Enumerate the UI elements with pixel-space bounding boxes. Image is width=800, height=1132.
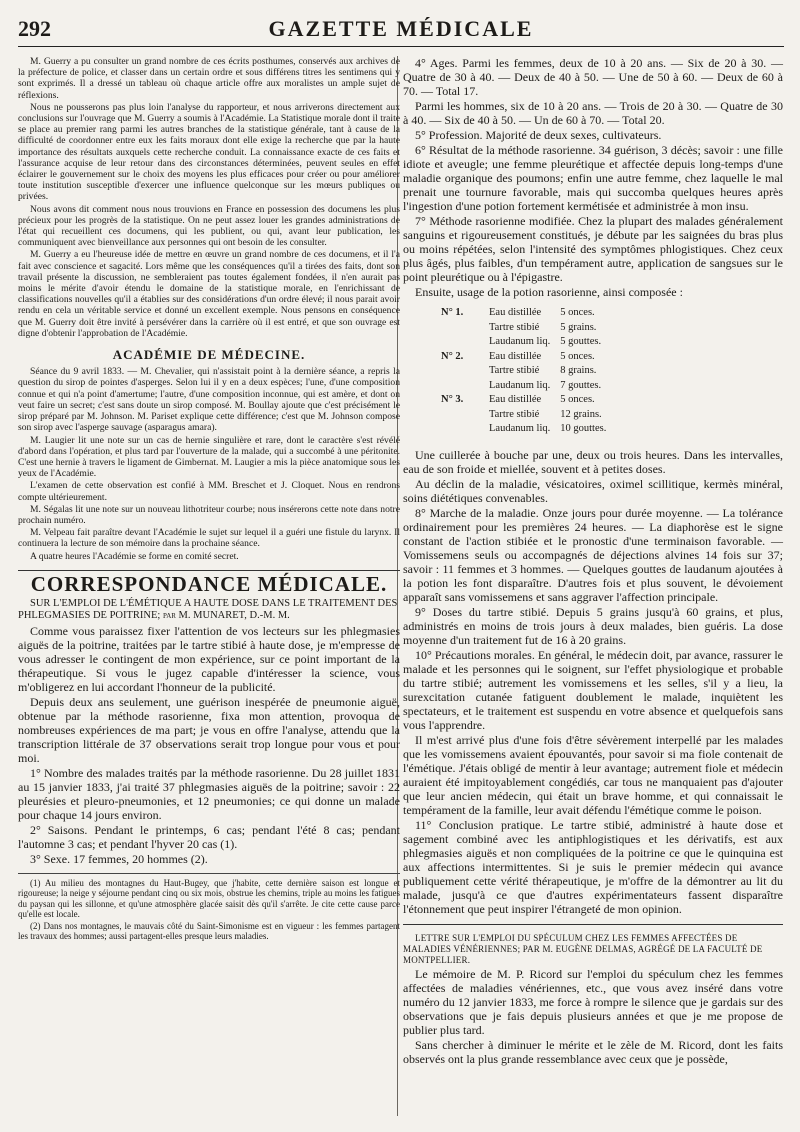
formula-ingredient: Laudanum liq. [489, 423, 551, 434]
formula-dose: 8 grains. [560, 365, 597, 376]
paragraph: Depuis deux ans seulement, une guérison inespérée de pneumonie aiguë, obtenue par la méthode rasorienne, fixa mon attention, provoqua de nombreuses expériences de ma part; je vous en offre l'analyse, attendu que la transcription littérale de 37 observations serait trop longue pour vous et pour moi. [18, 694, 400, 765]
paragraph: M. Laugier lit une note sur un cas de hernie singulière et rare, dont le caractère s'est révélé d'abord dans l'opération, et plus tard par l'ouverture de la malade, qui a succombé à une péritonite. C'est une hernie à travers le ligament de Gimbernat. M. Laugier a mis la pièce anatomique sous les yeux de l'Académie. [18, 434, 400, 480]
page-header [18, 14, 784, 47]
formula-ingredient: Eau distillée [489, 307, 542, 318]
formula-dose: 5 grains. [560, 321, 597, 333]
paragraph: Une cuillerée à bouche par une, deux ou trois heures. Dans les intervalles, eau de son froide et miellée, souvent et à petites doses. [403, 447, 783, 476]
left-column [18, 56, 400, 943]
formula-ingredient: Eau distillée [489, 394, 542, 405]
formula-dose: 5 onces. [560, 394, 595, 405]
formula-dose: 10 gouttes. [560, 423, 607, 434]
academy-heading: ACADÉMIE DE MÉDECINE. [112, 347, 306, 363]
formula-dose: 12 grains. [560, 408, 602, 420]
formula-ingredient: Laudanum liq. [489, 379, 551, 391]
paragraph: Le mémoire de M. P. Ricord sur l'emploi du spéculum chez les femmes affectées de maladies vénériennes, etc., que vous avez inséré dans votre numéro du 12 janvier 1833, me force à rompre le silence que je gardais sur des observations que je fais depuis plusieurs années et que je me propose de publier plus tard. [403, 966, 783, 1037]
footnote: (2) Dans nos montagnes, le mauvais côté du Saint-Simonisme est en vigueur : les femmes partagent les travaux des hommes; aussi partagent-elles presque leurs maladies. [18, 920, 400, 942]
footnote: (1) Au milieu des montagnes du Haut-Bugey, que j'habite, cette dernière saison est longue et rigoureuse; la neige y séjourne pendant cinq ou six mois, obstrue les chemins, triple au moins les fatigues du paysan qui les sillonne, et qu'une atmosphère glacée saisit dès qu'il s'arrête. Je cite cette cause parce qu'elle est locale. [18, 877, 400, 920]
paragraph: 7° Méthode rasorienne modifiée. Chez la plupart des malades généralement sanguins et rigoureusement constitués, je débute par les saignées du bras plus ou moins répétées, selon l'intensité des symptômes phlogistiques. Chez ceux plus âgés, plus faibles, d'un tempérament autre, application de sangsues sur le point pleurétique ou à l'épigastre. [403, 214, 783, 284]
paragraph: Sans chercher à diminuer le mérite et le zèle de M. Ricord, dont les faits observés ont la plus grande ressemblance avec ceux que je possède, [403, 1037, 783, 1066]
paragraph: 11° Conclusion pratique. Le tartre stibié, administré à haute dose et sagement combiné avec les antiphlogistiques et les dérivatifs, est aux phlegmasies aiguës et non compliquées de la poitrine ce que le quinquina est aux affections intermittentes. Si je suis le premier médecin qui avance publiquement cette vérité thérapeutique, je m'offre de la démontrer au lit du malade, jusqu'à ce que d'autres expérimentateurs fassent disparaître l'étonnement que peut inspirer l'étrangeté de mon opinion. [403, 817, 783, 916]
formula-number: N° 1. [441, 307, 464, 318]
paragraph: A quatre heures l'Académie se forme en comité secret. [30, 550, 239, 562]
article-subtitle: SUR L'EMPLOI DE L'ÉMÉTIQUE A HAUTE DOSE DANS LE TRAITEMENT DES PHLEGMASIES DE POITRINE; par M. MUNARET, D.-M. M. [18, 597, 398, 622]
formula-dose: 5 onces. [560, 350, 595, 362]
paragraph: 9° Doses du tartre stibié. Depuis 5 grains jusqu'à 60 grains, et plus, administrés en moins de trois jours à deux malades, bien guéris. La dose moyenne d'un traitement fut de 16 à 20 grains. [403, 604, 783, 647]
formula-number: N° 2. [441, 350, 464, 362]
section-rule [403, 924, 783, 925]
paragraph: 8° Marche de la maladie. Onze jours pour durée moyenne. — La tolérance ordinairement pour les premières 24 heures. — La diaphorèse est le signe constant de l'action stibiée et le pronostic d'une terminaison favorable. — Vomissemens seuls ou accompagnés de déjections alvines 14 fois sur 37; savoir : 11 femmes et 3 hommes. — Quelques gouttes de laudanum ajoutées à la potion les font disparaître. D'autres fois et plus souvent, le dévoiement apparaît sans vomissemens et sans aggraver l'affection principale. [403, 505, 783, 604]
paragraph: 1° Nombre des malades traités par la méthode rasorienne. Du 28 juillet 1831 au 15 janvier 1833, j'ai traité 37 phlegmasies aiguës de la poitrine; savoir : 22 pleurésies et pleuro-pneumonies, et 12 pneumonies; ce qui donne un malade pour chaque 14 jours environ. [18, 765, 400, 822]
formula-ingredient: Tartre stibié [489, 365, 540, 376]
formula-number: N° 3. [441, 394, 464, 405]
paragraph: Nous ne pousserons pas plus loin l'analyse du rapporteur, et nous arriverons directement aux conclusions sur l'ouvrage que M. Guerry a soumis à l'Académie. La Statistique morale dont il traite se place au premier rang parmi les autres branches de la statistique générale, tant à cause de la difficulté de coordonner entre eux les faits moraux dont elle exige la recherche que par la haute importance des résultats auxquels cette recherche conduit. La connaissance exacte de ces faits et l'assurance acquise de leur retour dans des circonstances déterminées, peuvent seules en effet éclairer le gouvernement sur le choix des moyens les plus efficaces pour créer ou pour améliorer toute institution susceptible d'exercer une influence quelconque sur les mœurs publiques ou privées. [18, 101, 400, 203]
formula-ingredient: Tartre stibié [489, 408, 540, 420]
footnotes [18, 873, 400, 942]
formula-dose: 5 gouttes. [560, 336, 602, 347]
formula-dose: 5 onces. [560, 307, 595, 318]
correspondance-heading: CORRESPONDANCE MÉDICALE. [30, 571, 388, 596]
formula-dose: 7 gouttes. [560, 379, 602, 391]
paragraph: M. Velpeau fait paraître devant l'Académie le sujet sur lequel il a guéri une fistule du larynx. Il continuera la lecture de son mémoire dans la prochaine séance. [18, 527, 400, 550]
formula-ingredient: Laudanum liq. [489, 336, 551, 347]
formula-ingredient: Eau distillée [489, 350, 542, 362]
paragraph: 5° Profession. Majorité de deux sexes, cultivateurs. [415, 128, 662, 142]
paragraph: 10° Précautions morales. En général, le médecin doit, par avance, rassurer le malade et les personnes qui le soignent, sur l'effet physiologique et probable du tartre stibié; autrement les vomissemens et les selles, s'il y a lieu, la surexcitation cutanée fatiguent doublement le malade, inquiètent les spectateurs, et le traitement est suspendu en votre absence et quelquefois sans vous l'apprendre. [403, 647, 783, 732]
paragraph: 3° Sexe. 17 femmes, 20 hommes (2). [30, 851, 208, 866]
paragraph: Comme vous paraissez fixer l'attention de vos lecteurs sur les phlegmasies aiguës de la poitrine, traitées par le tartre stibié à haute dose, je m'empresse de vous adresser le contingent de mon expérience, sur ce point important de la thérapeutique. Si vous le jugez capable d'intéresser la science, vous m'obligerez en lui accordant l'honneur de la publicité. [18, 623, 400, 694]
page-number: 292 [18, 16, 51, 41]
paragraph: Ensuite, usage de la potion rasorienne, ainsi composée : [415, 285, 683, 299]
paragraph: L'examen de cette observation est confié à MM. Breschet et J. Cloquet. Nous en rendrons compte ultérieurement. [18, 480, 400, 503]
right-column [403, 56, 783, 1067]
formula-ingredient: Tartre stibié [489, 321, 540, 333]
paragraph: M. Ségalas lit une note sur un nouveau lithotriteur courbe; nous insérerons cette note dans notre prochain numéro. [18, 503, 400, 526]
section-rule [18, 570, 400, 571]
journal-title: GAZETTE MÉDICALE [268, 16, 534, 41]
paragraph: 6° Résultat de la méthode rasorienne. 34 guérison, 3 décès; savoir : une fille idiote et aveugle; une femme pleurétique et affectée depuis long-temps d'une maladie organique des poumons; enfin une autre femme, chez laquelle le mal prenait une tournure favorable, mais qui succomba quelques heures après l'ingestion d'une potion fortement kermétisée et administrée à mon insu. [403, 143, 783, 213]
paragraph: Il m'est arrivé plus d'une fois d'être sévèrement interpellé par les malades que les vomissemens avaient épouvantés, pour savoir si ma fiole contenait de l'émétique. J'étais obligé de mentir à leur avantage; autrement fiole et médecin auraient été impitoyablement congédiés, car tous ne manquaient pas d'ajouter que leur ancien médecin, qui était un brave homme, et qui connaissait le tempérament de la famille, leur avait défendu l'émétique comme le poison. [403, 732, 783, 817]
paragraph: M. Guerry a eu l'heureuse idée de mettre en œuvre un grand nombre de ces documens, et il l'a fait avec conscience et sagacité. Lors même que les conséquences qu'il a tirées des faits, dont son travail présente la discussion, ne sembleraient pas toutes également fondées, il n'en aurait pas moins le mérite d'avoir étendu le domaine de la statistique morale, en l'enrichissant de classifications nouvelles qu'il a établies sur des considérations d'un ordre élevé; il nous parait avoir rendu en cela un véritable service et donné un excellent exemple. Nous pensons en conséquence que M. Guerry doit être invité à persévérer dans la carrière où il est entré, et que son ouvrage est digne d'obtenir l'approbation de l'Académie. [18, 249, 400, 339]
paragraph: Nous avons dit comment nous nous trouvions en France en possession des documens les plus précieux pour les progrès de la statistique. On ne peut assez louer les grandes administrations de l'état qui recueillent ces documens, qui les publient, ou qui, avant leur publication, les communiquent avec bienveillance aux personnes qui ont besoin de les consulter. [18, 203, 400, 249]
paragraph: M. Guerry a pu consulter un grand nombre de ces écrits posthumes, conservés aux archives de la préfecture de police, et classer dans un certain ordre et sous différens titres les sentimens qui y sont exprimés. Il a dressé un tableau où chaque article offre aux moralistes un ample sujet de réflexions. [18, 56, 400, 101]
formula-table [439, 305, 616, 438]
paragraph: Séance du 9 avril 1833. — M. Chevalier, qui n'assistait point à la dernière séance, a repris la question du sirop de pointes d'asperges. Selon lui il y en a deux espèces; l'une, d'une composition connue et qui n'a point d'amertume; l'autre, d'une composition inconnue, qui est amère, et dont on veut faire un secret; c'est sans doute un sirop composé. M. Boullay ajoute que c'est précisément le sirop préparé par M. Johnson. M. Pariset explique cette différence; c'est que M. Johnson compose son sirop avec l'asperge sauvage (asparagus amara). [18, 366, 400, 434]
paragraph: Parmi les hommes, six de 10 à 20 ans. — Trois de 20 à 30. — Quatre de 30 à 40. — Six de 40 à 50. — Un de 60 à 70. — Total 20. [403, 99, 783, 127]
paragraph: Au déclin de la maladie, vésicatoires, oximel scillitique, kermès minéral, soins diététiques convenables. [403, 476, 783, 505]
letter-heading: LETTRE SUR L'EMPLOI DU SPÉCULUM CHEZ LES FEMMES AFFECTÉES DE MALADIES VÉNÉRIENNES; PAR M. EUGÈNE DELMAS, AGRÉGÉ DE LA FACULTÉ DE MONTPELLIER. [403, 932, 763, 965]
paragraph: 2° Saisons. Pendant le printemps, 6 cas; pendant l'été 8 cas; pendant l'automne 3 cas; et pendant l'hyver 20 cas (1). [18, 822, 400, 851]
paragraph: 4° Ages. Parmi les femmes, deux de 10 à 20 ans. — Six de 20 à 30. — Quatre de 30 à 40. — Deux de 40 à 50. — Une de 50 à 60. — Deux de 60 à 70. — Total 17. [403, 56, 783, 98]
